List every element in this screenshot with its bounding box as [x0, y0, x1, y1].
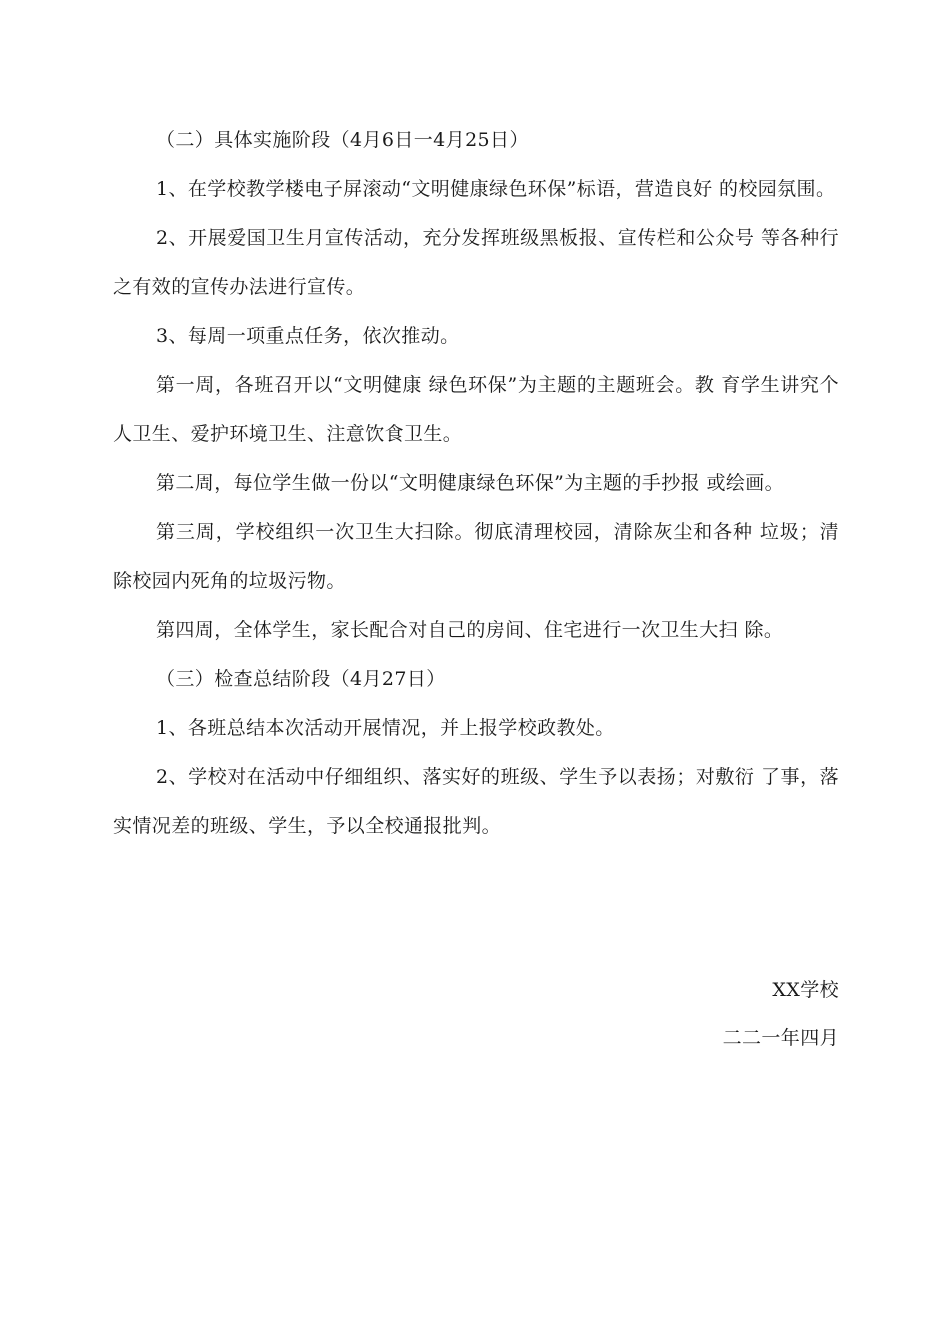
- heading-review-phase: （三）检查总结阶段（4月27日）: [156, 668, 446, 690]
- paragraph-commendation: 2、学校对在活动中仔细组织、落实好的班级、学生予以表扬；对敷衍 了事，落实情况差的班级、学生，予以全校通报批判。: [113, 766, 839, 837]
- paragraph-week-three: 第三周，学校组织一次卫生大扫除。彻底清理校园，清除灰尘和各种 垃圾；清除校园内死角的垃圾污物。: [113, 521, 839, 592]
- paragraph-publicity-activity: 2、开展爱国卫生月宣传活动，充分发挥班级黑板报、宣传栏和公众号 等各种行之有效的宣传办法进行宣传。: [113, 227, 839, 298]
- paragraph-class-summary: 1、各班总结本次活动开展情况，并上报学校政教处。: [156, 717, 615, 739]
- document-body: [113, 116, 839, 851]
- paragraph-week-two: 第二周，每位学生做一份以“文明健康绿色环保”为主题的手抄报 或绘画。: [156, 472, 785, 494]
- paragraph-week-four: 第四周，全体学生，家长配合对自己的房间、住宅进行一次卫生大扫 除。: [156, 619, 784, 641]
- paragraph-week-one: 第一周，各班召开以“文明健康 绿色环保”为主题的主题班会。教 育学生讲究个人卫生、爱护环境卫生、注意饮食卫生。: [113, 374, 839, 445]
- heading-implementation-phase: （二）具体实施阶段（4月6日一4月25日）: [156, 129, 529, 151]
- paragraph-electronic-screen: 1、在学校教学楼电子屏滚动“文明健康绿色环保”标语，营造良好 的校园氛围。: [156, 178, 836, 200]
- signature-date: 二二一年四月: [722, 1027, 839, 1049]
- paragraph-weekly-tasks: 3、每周一项重点任务，依次推动。: [156, 325, 460, 347]
- signature-school: XX学校: [772, 979, 839, 1001]
